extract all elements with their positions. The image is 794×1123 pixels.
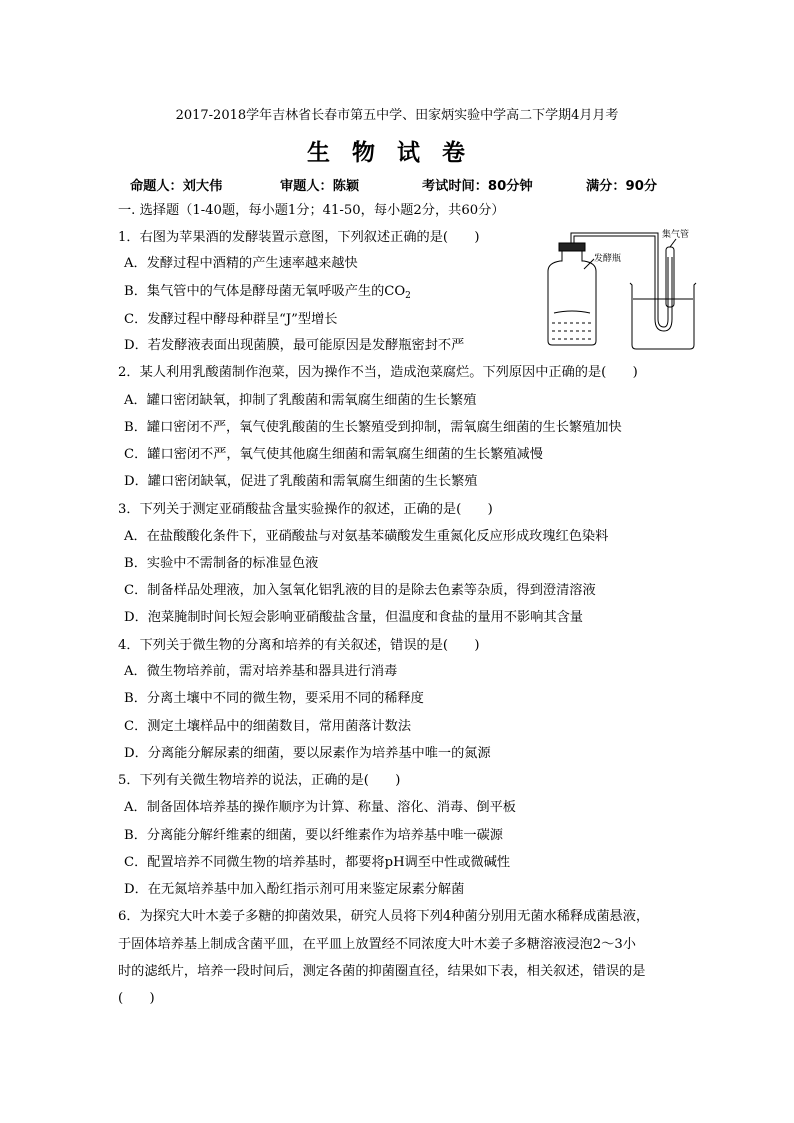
bottle-stopper — [559, 243, 585, 251]
co2-subscript: 2 — [405, 291, 411, 301]
tube-label-pointer — [670, 239, 676, 247]
tube-label: 集气管 — [662, 230, 690, 240]
q2-option-c: C．罐口密闭不严，氧气使其他腐生细菌和需氧腐生细菌的生长繁殖减慢 — [124, 447, 543, 462]
q2-stem: 2．某人利用乳酸菌制作泡菜，因为操作不当，造成泡菜腐烂。下列原因中正确的是( ) — [118, 365, 638, 380]
subject-title: 生物试卷 — [307, 140, 487, 166]
liquid-surface — [554, 311, 590, 313]
duration-label: 考试时间：80分钟 — [422, 179, 533, 194]
q1-stem: 1．右图为苹果酒的发酵装置示意图，下列叙述正确的是( ) — [118, 230, 480, 245]
q1-option-b-text: B．集气管中的气体是酵母菌无氧呼吸产生的CO — [124, 284, 406, 299]
q1-option-c: C．发酵过程中酵母种群呈“J”型增长 — [124, 312, 338, 327]
q5-option-d: D．在无氮培养基中加入酚红指示剂可用来鉴定尿素分解菌 — [124, 882, 465, 897]
q4-option-c: C．测定土壤样品中的细菌数目，常用菌落计数法 — [124, 719, 412, 734]
q4-option-a: A．微生物培养前，需对培养基和器具进行消毒 — [124, 664, 398, 679]
q1-option-a: A．发酵过程中酒精的产生速率越来越快 — [124, 256, 358, 271]
beaker-outline — [630, 283, 696, 349]
q5-option-c: C．配置培养不同微生物的培养基时，都要将pH调至中性或微碱性 — [124, 855, 511, 870]
q4-option-d: D．分离能分解尿素的细菌，要以尿素作为培养基中唯一的氮源 — [124, 746, 491, 761]
q5-stem: 5．下列有关微生物培养的说法，正确的是( ) — [118, 773, 401, 788]
q6-stem-line-2: 于固体培养基上制成含菌平皿，在平皿上放置经不同浓度大叶木姜子多糖溶液浸泡2～3小 — [118, 937, 636, 952]
author-label: 命题人：刘大伟 — [130, 179, 223, 194]
q2-option-a: A．罐口密闭缺氧，抑制了乳酸菌和需氧腐生细菌的生长繁殖 — [124, 393, 477, 408]
q1-option-b — [124, 283, 411, 305]
q6-stem-line-3: 时的滤纸片，培养一段时间后，测定各菌的抑菌圈直径，结果如下表，相关叙述，错误的是 — [118, 964, 646, 979]
gas-tube-inner — [574, 236, 655, 243]
q6-stem-line-1: 6．为探究大叶木姜子多糖的抑菌效果，研究人员将下列4种菌分别用无菌水稀释成菌悬液， — [118, 909, 650, 924]
fermentation-apparatus-figure — [540, 227, 700, 355]
q3-option-c: C．制备样品处理液，加入氢氧化铝乳液的目的是除去色素等杂质，得到澄清溶液 — [124, 583, 596, 598]
q3-option-b: B．实验中不需制备的标准显色液 — [124, 556, 319, 571]
q6-stem-line-4: ( ) — [118, 991, 155, 1006]
q4-stem: 4．下列关于微生物的分离和培养的有关叙述，错误的是( ) — [118, 638, 480, 653]
q3-option-a: A．在盐酸酸化条件下，亚硝酸盐与对氨基苯磺酸发生重氮化反应形成玫瑰红色染料 — [124, 529, 609, 544]
q4-option-b: B．分离土壤中不同的微生物，要采用不同的稀释度 — [124, 691, 424, 706]
score-label: 满分：90分 — [586, 179, 658, 194]
section-heading: 一. 选择题（1-40题，每小题1分；41-50，每小题2分，共60分） — [118, 203, 505, 218]
reviewer-label: 审题人：陈颖 — [280, 179, 360, 194]
q3-option-d: D．泡菜腌制时间长短会影响亚硝酸盐含量，但温度和食盐的量用不影响其含量 — [124, 610, 583, 625]
collection-tube — [666, 247, 674, 307]
q3-stem: 3．下列关于测定亚硝酸盐含量实验操作的叙述，正确的是( ) — [118, 502, 493, 517]
q2-option-d: D．罐口密闭缺氧，促进了乳酸菌和需氧腐生细菌的生长繁殖 — [124, 474, 478, 489]
q2-option-b: B．罐口密闭不严，氧气使乳酸菌的生长繁殖受到抑制，需氧腐生细菌的生长繁殖加快 — [124, 420, 622, 435]
q5-option-a: A．制备固体培养基的操作顺序为计算、称量、溶化、消毒、倒平板 — [124, 800, 516, 815]
exam-title: 2017-2018学年吉林省长春市第五中学、田家炳实验中学高二下学期4月月考 — [175, 108, 619, 123]
bottle-label: 发酵瓶 — [594, 254, 622, 264]
q1-option-d: D．若发酵液表面出现菌膜，最可能原因是发酵瓶密封不严 — [124, 338, 465, 353]
gas-tube-outer — [571, 233, 658, 243]
q5-option-b: B．分离能分解纤维素的细菌，要以纤维素作为培养基中唯一碳源 — [124, 828, 503, 843]
